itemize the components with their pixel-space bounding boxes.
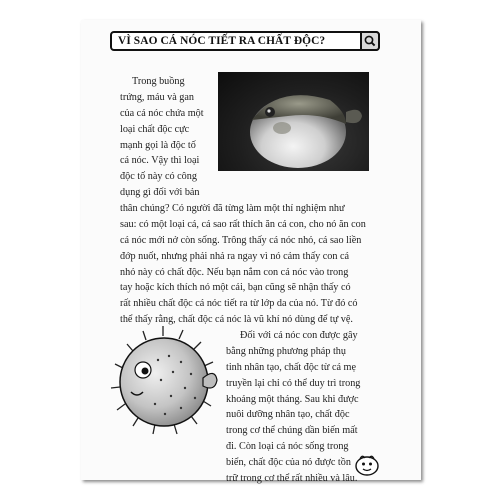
text-line: rất nhiều chất độc cá nóc tiết ra từ lớp da của nó. Từ đó có <box>120 298 358 310</box>
pufferfish-photo <box>218 72 369 171</box>
text-line: mạnh gọi là độc tố <box>120 139 196 151</box>
text-line: truyền lại chỉ có thể duy trì trong <box>226 377 361 389</box>
page-title: VÌ SAO CÁ NÓC TIẾT RA CHẤT ĐỘC? <box>118 35 326 47</box>
text-line: Trong buồng <box>132 76 185 87</box>
pufferfish-drawing <box>103 320 226 443</box>
text-line: trứng, máu và gan <box>120 91 194 103</box>
text-line: nuôi dưỡng nhân tạo, chất độc <box>226 409 350 421</box>
paragraph-1-continued <box>120 201 370 328</box>
text-line: biển, chất độc của nó được tồn <box>226 457 351 469</box>
text-line: thể thấy rằng, chất độc cá nóc là vũ khí nó dùng để tự vệ. <box>120 314 353 326</box>
text-line: nhỏ này có chất độc. Nếu bạn nắm con cá nóc vào trong <box>120 266 349 278</box>
paragraph-1-intro <box>120 74 212 201</box>
search-icon <box>362 33 378 49</box>
text-line: dụng gì đối với bản <box>120 187 200 199</box>
mascot-icon <box>354 452 380 476</box>
search-button[interactable] <box>360 31 380 51</box>
text-line: thân chúng? Có người đã từng làm một thí nghiệm như <box>120 203 345 214</box>
text-line: loại chất độc cực <box>120 123 190 135</box>
text-line: trong cơ thể chúng dần biến mất <box>226 425 358 437</box>
text-line: đi. Còn loại cá nóc sống trong <box>226 441 349 453</box>
text-line: cá nóc. Vậy thì loại <box>120 155 200 167</box>
text-line: tinh nhân tạo, chất độc từ cá mẹ <box>226 361 356 373</box>
text-line: sau: có một loại cá, cá sao rất thích ăn cá con, cho nó ăn con <box>120 218 366 230</box>
text-line: độc tố này có công <box>120 171 197 183</box>
pufferfish-photo-art <box>218 72 369 171</box>
text-line: Đối với cá nóc con được gây <box>240 330 358 341</box>
title-box <box>110 31 380 51</box>
text-line: bằng những phương pháp thụ <box>226 345 346 357</box>
text-line: của cá nóc chứa một <box>120 107 204 119</box>
text-line: tay hoặc kích thích nó một cái, bạn cũng sẽ nhận thấy có <box>120 282 351 294</box>
text-line: trữ trong cơ thể rất nhiều và lâu. <box>226 473 358 485</box>
text-line: đớp nuốt, nhưng phải nhả ra ngay vì nó cảm thấy con cá <box>120 250 350 262</box>
text-line: khoảng một tháng. Sau khi được <box>226 393 359 405</box>
paragraph-2 <box>226 328 370 487</box>
text-line: cá nóc mới nở còn sống. Trông thấy cá nóc nhỏ, cá sao liền <box>120 234 362 246</box>
pufferfish-drawing-art <box>103 320 226 443</box>
